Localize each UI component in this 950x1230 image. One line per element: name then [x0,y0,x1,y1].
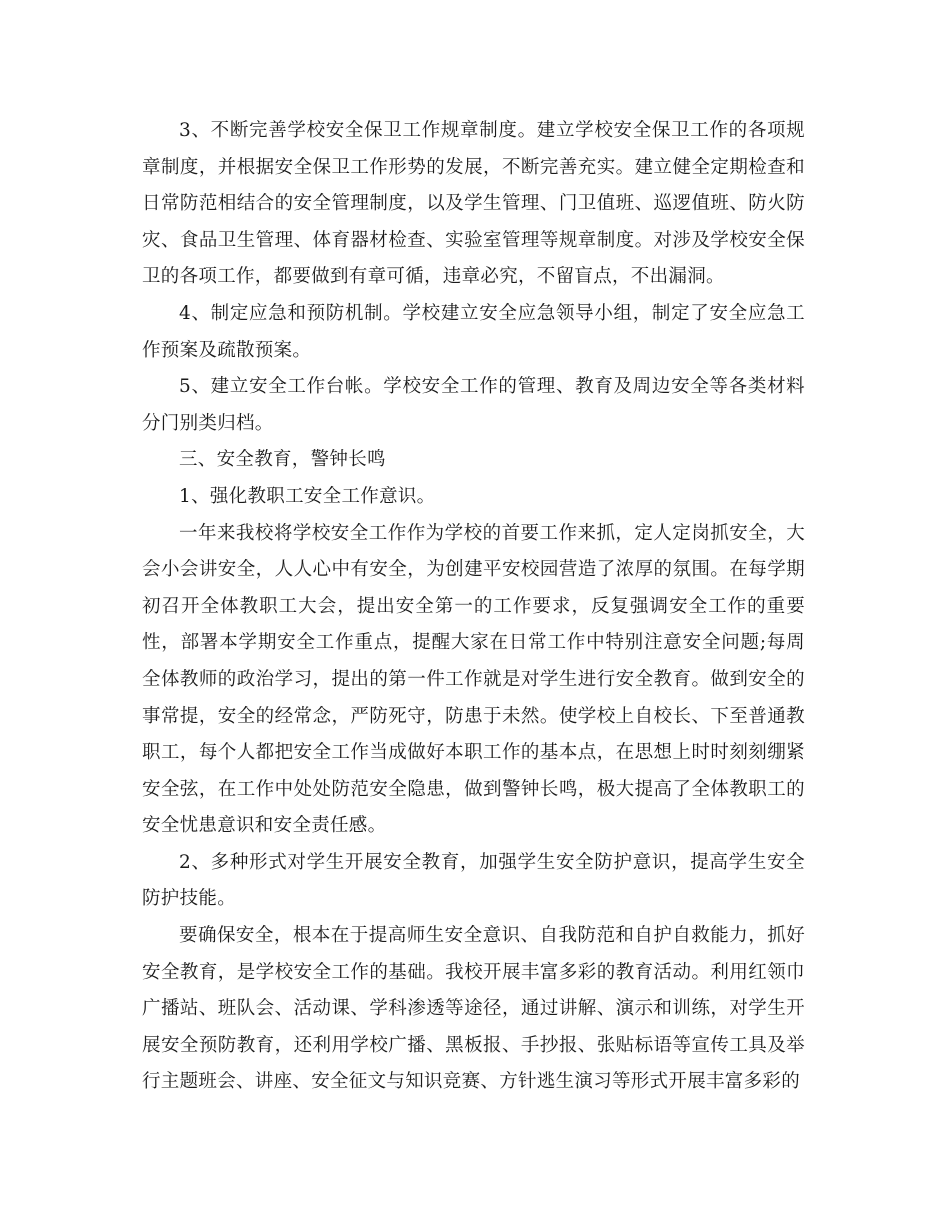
paragraph-emergency-mechanism: 4、制定应急和预防机制。学校建立安全应急领导小组，制定了安全应急工作预案及疏散预案。 [142,302,805,361]
paragraph-student-education-body: 要确保安全，根本在于提高师生安全意识、自我防范和自护自救能力，抓好安全教育，是学校安全工作的基础。我校开展丰富多彩的教育活动。利用红领巾广播站、班队会、活动课、学科渗透等途径，通过讲解、演示和训练，对学生开展安全预防教育，还利用学校广播、黑板报、手抄报、张贴标语等宣传工具及举行主题班会、讲座、安全征文与知识竞赛、方针逃生演习等形式开展丰富多彩的 [142,925,805,1093]
section-heading-safety-education: 三、安全教育，警钟长鸣 [179,449,386,471]
subheading-staff-awareness: 1、强化教职工安全工作意识。 [179,485,436,507]
subheading-student-education: 2、多种形式对学生开展安全教育，加强学生安全防护意识，提高学生安全防护技能。 [142,851,805,910]
paragraph-safety-ledger: 5、建立安全工作台帐。学校安全工作的管理、教育及周边安全等各类材料分门别类归档。 [142,376,805,434]
document-body [142,113,805,1101]
paragraph-staff-awareness-body: 一年来我校将学校安全工作作为学校的首要工作来抓，定人定岗抓安全，大会小会讲安全，人人心中有安全，为创建平安校园营造了浓厚的氛围。在每学期初召开全体教职工大会，提出安全第一的工作要求，反复强调安全工作的重要性，部署本学期安全工作重点，提醒大家在日常工作中特别注意安全问题;每周全体教师的政治学习，提出的第一件工作就是对学生进行安全教育。做到安全的事常提，安全的经常念，严防死守，防患于未然。使学校上自校长、下至普通教职工，每个人都把安全工作当成做好本职工作的基本点，在思想上时时刻刻绷紧安全弦，在工作中处处防范安全隐患，做到警钟长鸣，极大提高了全体教职工的安全忧患意识和安全责任感。 [142,522,805,837]
paragraph-rules-and-regulations: 3、不断完善学校安全保卫工作规章制度。建立学校安全保卫工作的各项规章制度，并根据安全保卫工作形势的发展，不断完善充实。建立健全定期检查和日常防范相结合的安全管理制度，以及学生管理、门卫值班、巡逻值班、防火防灾、食品卫生管理、体育器材检查、实验室管理等规章制度。对涉及学校安全保卫的各项工作，都要做到有章可循，违章必究，不留盲点，不出漏洞。 [142,120,805,288]
